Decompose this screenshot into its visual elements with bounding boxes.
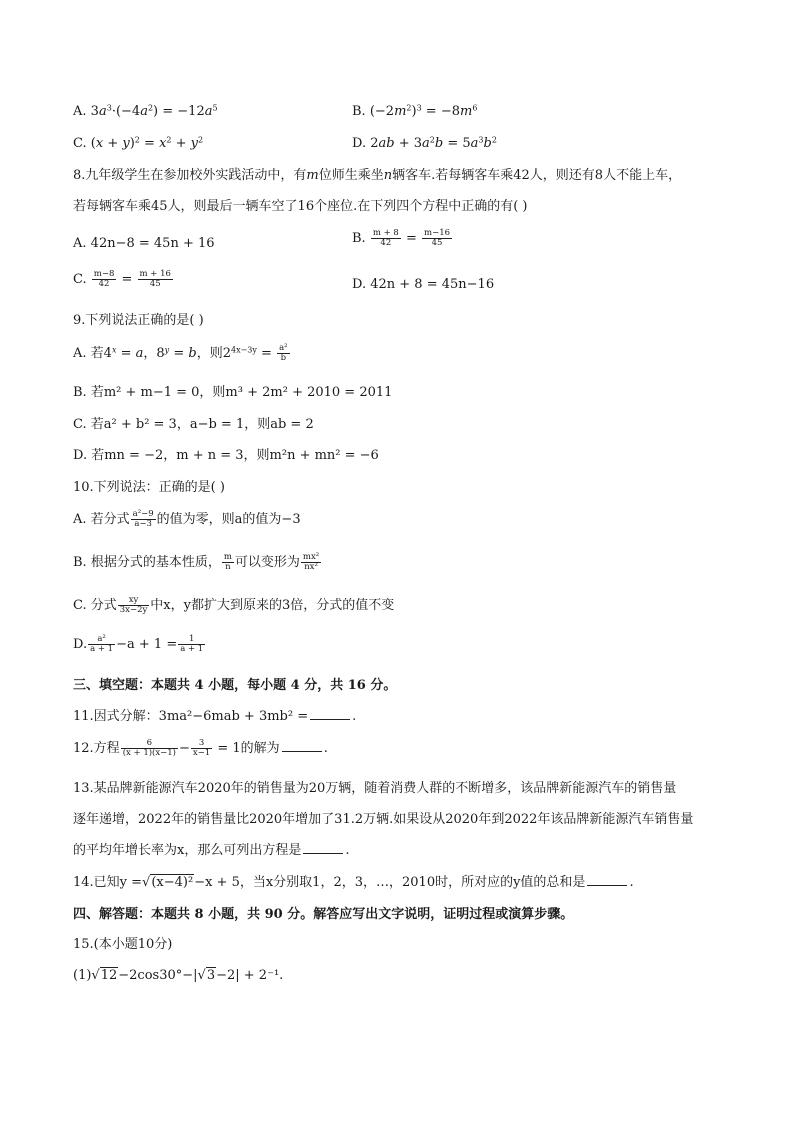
q9-option-b: B. 若m² + m−1 = 0，则m³ + 2m² + 2010 = 2011 <box>73 385 393 400</box>
q15-part1: (1)√12−2cos30°−|√3−2| + 2⁻¹. <box>73 968 284 983</box>
q9-option-a: A. 若$4^x = a$，$8^y = b$，则$2^{4x-3y}$ = $\frac{\text{a²}}{b}$ <box>73 343 288 363</box>
q8-option-c: C. $\frac{m-8}{42}$ = $\frac{m + 16}{45}$ <box>73 269 171 289</box>
q11-answer-blank[interactable] <box>310 708 350 720</box>
q8-option-b: B. $\frac{m + 8}{42}$ = $\frac{m-16}{45}$ <box>352 228 451 248</box>
q10-option-b: B. 根据分式的基本性质， $\frac{m}{n}$ 可以变形为 $\frac{\text{mx²}}{\text{nx²}}$ <box>73 552 320 572</box>
q13-answer-blank[interactable] <box>303 842 343 854</box>
q12-answer-blank[interactable] <box>282 740 322 752</box>
q9-option-d: D. 若mn = −2，m + n = 3，则m²n + mn² = −6 <box>73 448 379 463</box>
q11: 11.因式分解：3ma²−6mab + 3mb² = . <box>73 709 357 724</box>
q15-title: 15.(本小题10分) <box>73 937 173 952</box>
q13-line2: 逐年递增，2022年的销售量比2020年增加了31.2万辆.如果设从2020年到2022年该品牌新能源汽车销售量 <box>73 812 694 827</box>
q7-option-c: C. $(x + y)^2 = x^2 + y^2$ <box>73 135 204 151</box>
q8-option-a: A. 42n−8 = 45n + 16 <box>73 236 215 251</box>
q8-stem-line1: 8.九年级学生在参加校外实践活动中，有m位师生乘坐n辆客车.若每辆客车乘42人，则还有8人不能上车， <box>73 168 682 183</box>
q7-option-b: B. $(-2m^2)^3 = -8m^6$ <box>352 103 478 119</box>
q7-option-d: D. $2ab + 3a^2b = 5a^3b^2$ <box>352 135 497 151</box>
section-fill-in-heading: 三、填空题：本题共 4 小题，每小题 4 分，共 16 分。 <box>73 678 397 693</box>
q10-option-a: A. 若分式 $\frac{\text{a²−9}}{a-3}$ 的值为零，则a的值为−3 <box>73 509 301 529</box>
q7-option-a: A. $3a^3\cdot(-4a^2) = -12a^5$ <box>73 103 218 119</box>
q8-stem-line2: 若每辆客车乘45人，则最后一辆车空了16个座位.在下列四个方程中正确的有( ) <box>73 199 528 214</box>
section-solve-heading: 四、解答题：本题共 8 小题，共 90 分。解答应写出文字说明，证明过程或演算步骤。 <box>73 907 574 922</box>
q13-line1: 13.某品牌新能源汽车2020年的销售量为20万辆，随着消费人群的不断增多，该品牌新能源汽车的销售量 <box>73 781 677 796</box>
q10-option-c: C. 分式 $\frac{xy}{3x-2y}$ 中x，y都扩大到原来的3倍，分式的值不变 <box>73 595 395 615</box>
q14-answer-blank[interactable] <box>587 874 627 886</box>
q8-option-d: D. 42n + 8 = 45n−16 <box>352 277 495 292</box>
q9-stem: 9.下列说法正确的是( ) <box>73 313 204 328</box>
q9-option-c: C. 若a² + b² = 3，a−b = 1，则ab = 2 <box>73 417 314 432</box>
q12: 12.方程 $\frac{6}{(x + 1)(x-1)}$ − $\frac{3}{x-1}$ = 1的解为 . <box>73 738 328 758</box>
q10-stem: 10.下列说法：正确的是( ) <box>73 480 225 495</box>
q13-line3: 的平均年增长率为x，那么可列出方程是 . <box>73 843 350 858</box>
q10-option-d: D. $\frac{\text{a²}}{a + 1}$ −a + 1 = $\frac{1}{a + 1}$ <box>73 634 204 654</box>
q14: 14.已知y =√(x−4)²−x + 5，当x分别取1，2，3，…，2010时，所对应的y值的总和是 . <box>73 875 634 890</box>
